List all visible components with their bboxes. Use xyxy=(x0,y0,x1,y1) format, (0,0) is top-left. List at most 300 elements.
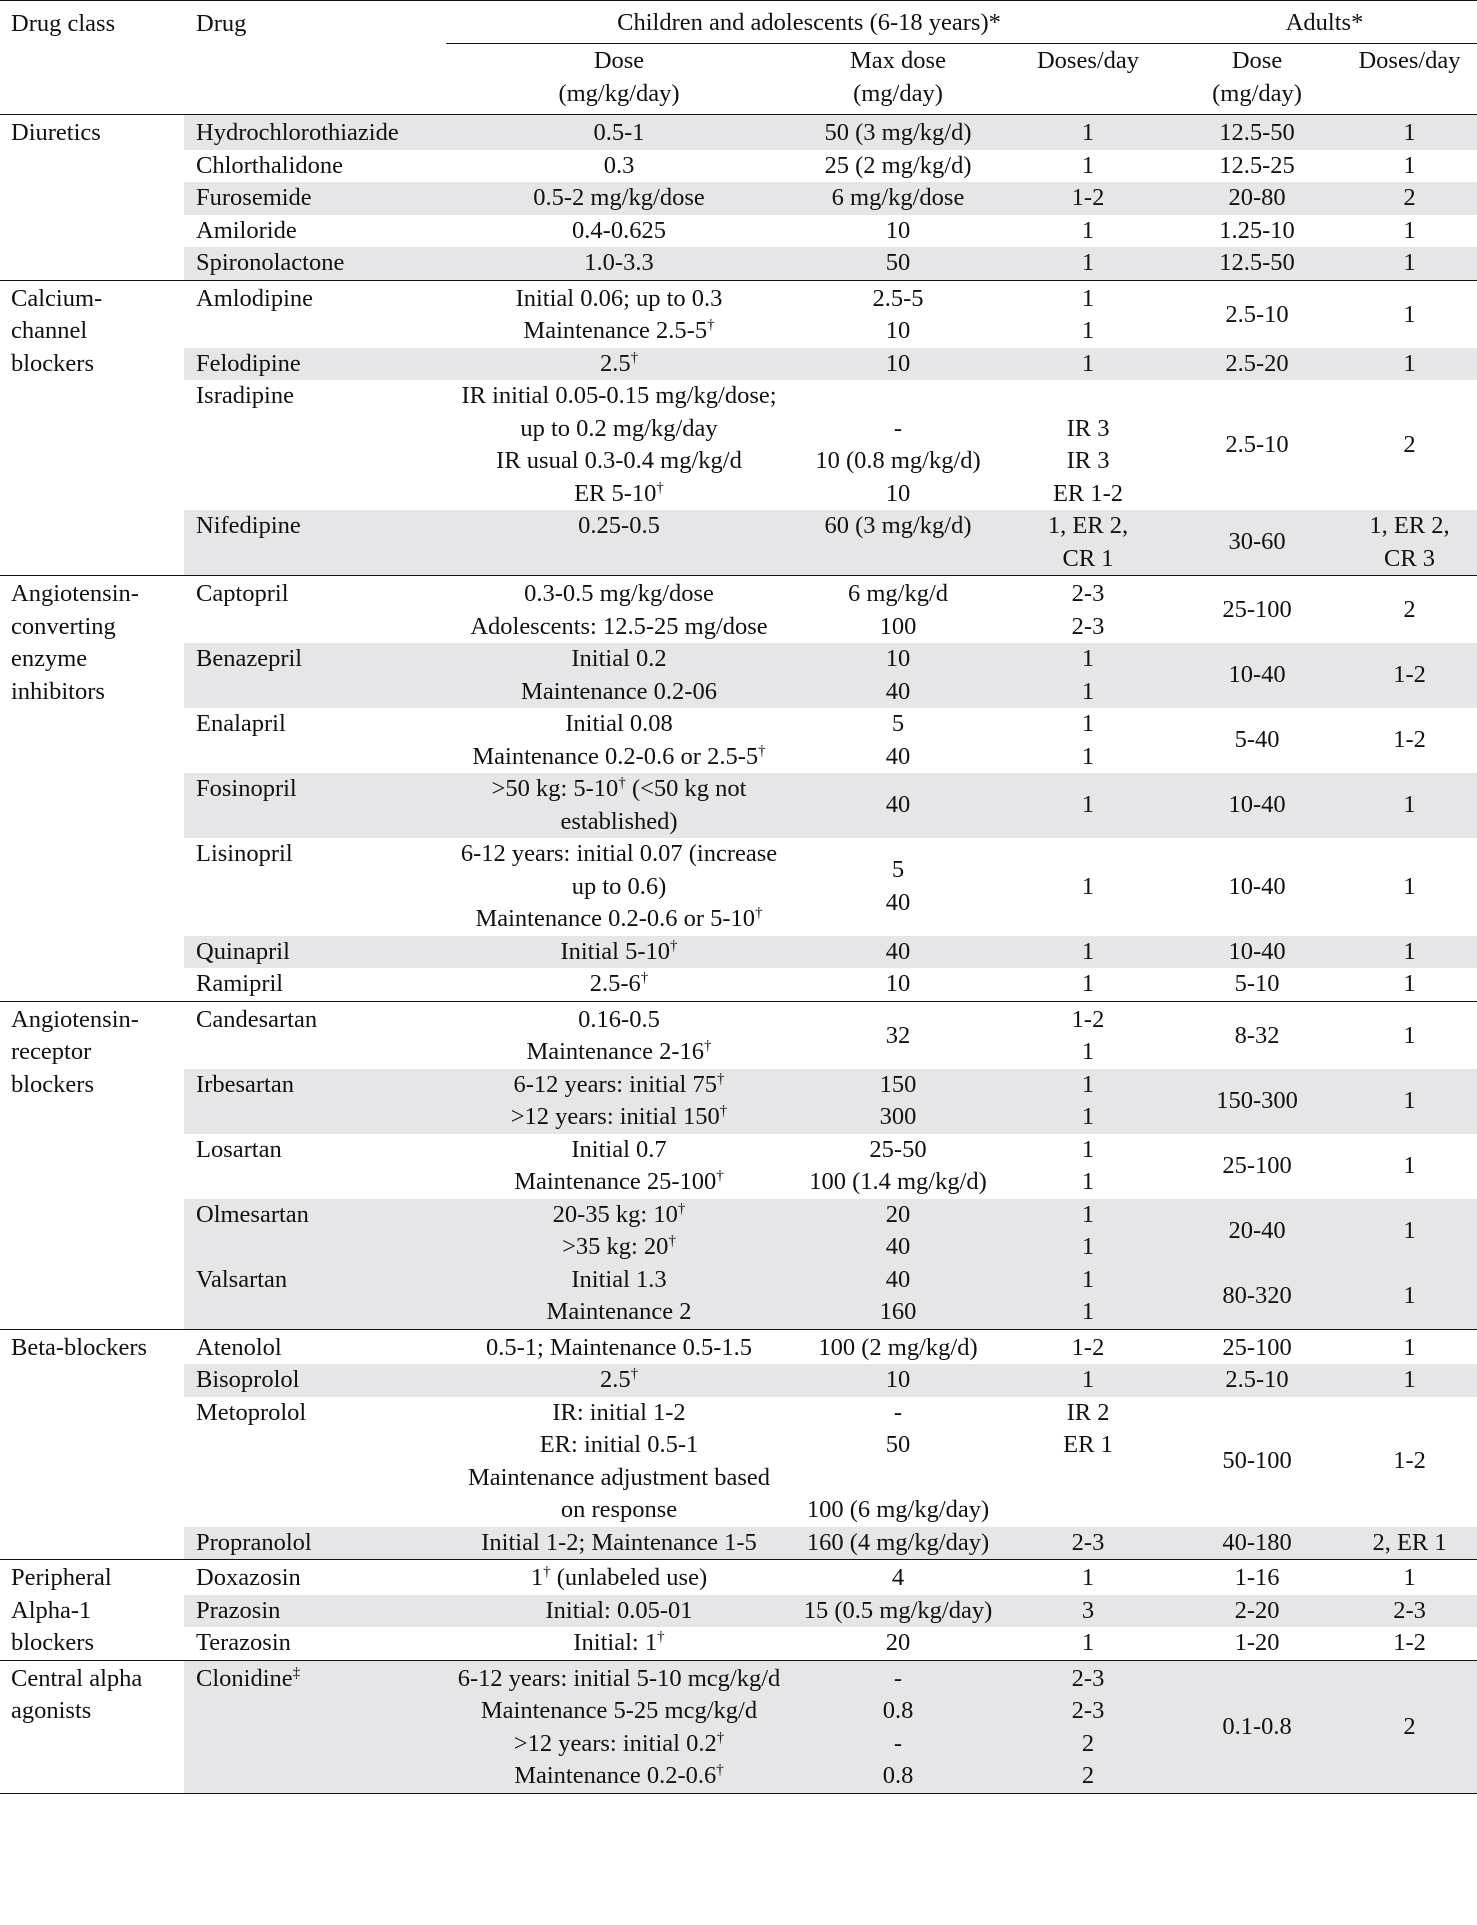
adult-doses-per-day-cell xyxy=(1342,380,1477,510)
drug-class-line: inhibitors xyxy=(11,677,105,705)
table-row xyxy=(0,115,1477,150)
max-dose-cell xyxy=(792,280,1004,348)
max-dose-cell xyxy=(792,1264,1004,1330)
drug-class-line: Central alpha xyxy=(11,1664,143,1692)
child-doses-per-day-cell xyxy=(1004,968,1172,1001)
drug-name-cell: Prazosin xyxy=(184,1595,446,1628)
child-dose-line: IR initial 0.05-0.15 mg/kg/dose; xyxy=(461,382,777,409)
max-dose-line: 10 xyxy=(885,216,911,244)
adult-dose-cell: 8-32 xyxy=(1172,1001,1342,1069)
child-dose-line: up to 0.2 mg/kg/day xyxy=(520,414,718,442)
drug-class-group xyxy=(0,115,1477,281)
child-doses-per-day-cell xyxy=(1004,773,1172,838)
child-dose-line: Initial 0.06; up to 0.3 xyxy=(515,284,723,312)
adult-doses-per-day-cell xyxy=(1342,936,1477,969)
drug-name-cell: Nifedipine xyxy=(184,510,446,576)
header-drug-class: Drug class xyxy=(0,1,184,44)
adult-doses-per-day-line: 1-2 xyxy=(1393,1447,1426,1475)
adult-dose-cell: 1.25-10 xyxy=(1219,216,1295,244)
child-doses-per-day-line: 1 xyxy=(1081,710,1095,737)
max-dose-line: 10 xyxy=(885,317,911,344)
child-dose-cell xyxy=(446,1069,792,1134)
child-dose-line: Initial 1.3 xyxy=(571,1265,667,1293)
max-dose-line xyxy=(796,543,1000,576)
adult-dose-cell: 50-100 xyxy=(1222,1447,1292,1475)
adult-dose-cell: 2.5-10 xyxy=(1225,430,1289,458)
adult-doses-per-day-cell xyxy=(1342,1069,1477,1134)
child-dose-line: Maintenance 0.2-0.6 or 2.5-5† xyxy=(472,742,766,770)
max-dose-cell xyxy=(792,510,1004,576)
max-dose-cell xyxy=(792,247,1004,280)
drug-name-cell: Felodipine xyxy=(184,348,446,381)
child-doses-per-day-cell xyxy=(1004,1199,1172,1264)
max-dose-line: 100 xyxy=(879,612,917,640)
child-doses-per-day-line: 1 xyxy=(1081,742,1095,770)
child-dose-line: Initial: 0.05-01 xyxy=(545,1596,693,1624)
table-header xyxy=(0,1,1477,115)
adult-doses-per-day-line: 1-2 xyxy=(1393,1629,1426,1656)
child-dose-cell xyxy=(446,510,792,576)
adult-doses-per-day-cell xyxy=(1342,1397,1477,1527)
drug-name-cell: Propranolol xyxy=(184,1527,446,1560)
adult-doses-per-day-line: 2 xyxy=(1403,184,1416,211)
drug-class-line: Beta-blockers xyxy=(11,1333,148,1361)
max-dose-line: - xyxy=(893,1729,903,1757)
child-dose-line: 0.5-2 mg/kg/dose xyxy=(533,184,705,211)
adult-doses-per-day-cell xyxy=(1342,1199,1477,1264)
adult-dose-cell: 1-20 xyxy=(1234,1629,1280,1656)
max-dose-cell xyxy=(792,1329,1004,1364)
child-dose-line: ER: initial 0.5-1 xyxy=(539,1431,699,1458)
adult-doses-per-day-cell xyxy=(1342,150,1477,183)
max-dose-line: 40 xyxy=(885,1233,911,1260)
table-row xyxy=(0,576,1477,644)
child-doses-per-day-line: 1 xyxy=(1081,1629,1095,1656)
child-dose-line xyxy=(450,543,788,576)
child-dose-cell xyxy=(446,773,792,838)
child-doses-per-day-line: CR 1 xyxy=(1062,544,1114,572)
max-dose-line: 40 xyxy=(885,1265,911,1293)
child-dose-line: Maintenance 25-100† xyxy=(514,1167,724,1195)
child-dose-cell xyxy=(446,1527,792,1560)
child-doses-per-day-cell xyxy=(1004,510,1172,576)
child-doses-per-day-line: 1 xyxy=(1081,1366,1095,1393)
adult-dose-cell: 40-180 xyxy=(1172,1527,1342,1560)
adult-dose-cell: 25-100 xyxy=(1222,1151,1292,1179)
max-dose-line: - xyxy=(893,1398,903,1426)
child-doses-per-day-line: 1 xyxy=(1081,1298,1095,1325)
header-adult-doses-per-day: Doses/day xyxy=(1342,44,1477,78)
header-children-group: Children and adolescents (6-18 years)* xyxy=(446,1,1172,44)
child-doses-per-day-line: 1 xyxy=(1081,119,1095,146)
adult-doses-per-day-line: 1-2 xyxy=(1393,726,1426,754)
adult-doses-per-day-cell xyxy=(1342,247,1477,280)
adult-doses-per-day-line: 2 xyxy=(1403,430,1416,458)
child-doses-per-day-line: 2 xyxy=(1081,1762,1095,1789)
table-row xyxy=(0,150,1477,183)
max-dose-cell xyxy=(792,838,1004,936)
child-doses-per-day-line: 1 xyxy=(1081,872,1095,900)
max-dose-cell xyxy=(792,1134,1004,1199)
child-doses-per-day-line: 1 xyxy=(1081,1038,1095,1065)
child-doses-per-day-cell xyxy=(1004,380,1172,510)
child-doses-per-day-line: 1 xyxy=(1081,1200,1095,1228)
table-row xyxy=(0,773,1477,838)
child-dose-cell xyxy=(446,215,792,248)
drug-class-line: Diuretics xyxy=(11,119,101,146)
max-dose-line: 160 (4 mg/kg/day) xyxy=(806,1528,990,1556)
child-doses-per-day-cell xyxy=(1004,247,1172,280)
max-dose-line: 150 xyxy=(879,1070,917,1098)
max-dose-cell xyxy=(792,1595,1004,1628)
adult-doses-per-day-line: 1-2 xyxy=(1393,661,1426,689)
child-dose-line: >12 years: initial 0.2† xyxy=(513,1729,725,1757)
child-dose-cell xyxy=(446,1397,792,1527)
max-dose-cell xyxy=(792,380,1004,510)
adult-doses-per-day-line: 2 xyxy=(1403,596,1416,624)
adult-doses-per-day-cell xyxy=(1342,643,1477,708)
child-dose-cell xyxy=(446,1627,792,1660)
table-row xyxy=(0,1397,1477,1527)
child-dose-line: 0.16-0.5 xyxy=(578,1005,660,1033)
max-dose-line: 40 xyxy=(885,937,911,965)
adult-doses-per-day-line: 1 xyxy=(1403,970,1416,997)
child-dose-cell xyxy=(446,838,792,936)
child-doses-per-day-cell xyxy=(1004,182,1172,215)
child-dose-line: ER 5-10† xyxy=(574,479,664,507)
table-row xyxy=(0,280,1477,348)
child-doses-per-day-line: 1 xyxy=(1081,645,1095,672)
drug-name-cell: Candesartan xyxy=(184,1001,446,1069)
max-dose-line: 40 xyxy=(885,677,911,705)
adult-dose-cell: 0.1-0.8 xyxy=(1172,1660,1342,1793)
table-row xyxy=(0,936,1477,969)
child-doses-per-day-line: 1, ER 2, xyxy=(1047,512,1129,539)
max-dose-line: 2.5-5 xyxy=(872,284,924,312)
drug-class-group xyxy=(0,1329,1477,1560)
child-doses-per-day-line: 2-3 xyxy=(1071,1528,1105,1556)
child-doses-per-day-line: 1-2 xyxy=(1071,1005,1105,1033)
drug-class-cell xyxy=(0,115,184,281)
drug-name-cell: Doxazosin xyxy=(184,1560,446,1595)
drug-name-cell: Quinapril xyxy=(184,936,446,969)
drug-class-cell xyxy=(0,280,184,576)
drug-class-line: blockers xyxy=(11,1070,94,1098)
max-dose-line: 4 xyxy=(891,1564,905,1591)
child-doses-per-day-cell xyxy=(1004,1364,1172,1397)
child-doses-per-day-line: 3 xyxy=(1081,1596,1095,1624)
child-dose-line: on response xyxy=(560,1496,678,1523)
adult-dose-cell: 25-100 xyxy=(1172,1329,1342,1364)
adult-doses-per-day-cell xyxy=(1342,708,1477,773)
drug-class-line: blockers xyxy=(11,1629,94,1656)
adult-doses-per-day-line: 1, ER 2, xyxy=(1369,512,1450,539)
header-dose-unit: (mg/kg/day) xyxy=(446,77,792,115)
adult-doses-per-day-cell xyxy=(1342,1627,1477,1660)
adult-dose-cell: 30-60 xyxy=(1172,510,1342,576)
max-dose-line: - xyxy=(893,1664,903,1692)
adult-doses-per-day-line: 1 xyxy=(1403,791,1416,819)
table-row xyxy=(0,1627,1477,1660)
child-doses-per-day-line: ER 1 xyxy=(1063,1431,1113,1458)
adult-doses-per-day-cell xyxy=(1342,115,1477,150)
adult-doses-per-day-cell xyxy=(1342,576,1477,644)
child-doses-per-day-line: 1 xyxy=(1081,216,1095,244)
child-doses-per-day-line: 2 xyxy=(1081,1729,1095,1757)
max-dose-line: 40 xyxy=(885,742,911,770)
child-dose-cell xyxy=(446,1560,792,1595)
child-dose-line: 2.5† xyxy=(599,349,639,377)
max-dose-line xyxy=(796,1462,1000,1495)
table-row xyxy=(0,643,1477,708)
drug-name-cell: Losartan xyxy=(196,1135,282,1163)
adult-doses-per-day-cell xyxy=(1342,215,1477,248)
drug-name-cell: Clonidine‡ xyxy=(184,1660,446,1793)
max-dose-line: 10 xyxy=(885,1366,911,1393)
drug-class-cell xyxy=(0,1001,184,1329)
adult-doses-per-day-cell xyxy=(1342,182,1477,215)
child-doses-per-day-line: 1 xyxy=(1081,970,1095,997)
child-doses-per-day-cell xyxy=(1004,150,1172,183)
child-doses-per-day-line: 1 xyxy=(1081,249,1095,276)
adult-doses-per-day-line: 1 xyxy=(1403,1366,1416,1393)
child-doses-per-day-line: 1 xyxy=(1081,1564,1095,1591)
max-dose-line: 25-50 xyxy=(869,1135,927,1163)
child-dose-line: Maintenance 0.2-06 xyxy=(521,677,717,705)
child-doses-per-day-cell xyxy=(1004,643,1172,708)
drug-class-line: channel xyxy=(11,317,88,344)
adult-doses-per-day-line: 2, ER 1 xyxy=(1372,1528,1447,1556)
adult-doses-per-day-cell xyxy=(1342,1364,1477,1397)
max-dose-line: 50 xyxy=(885,1431,911,1458)
drug-name-cell: Hydrochlorothiazide xyxy=(184,115,446,150)
drug-name-cell: Valsartan xyxy=(184,1264,446,1330)
child-dose-cell xyxy=(446,1329,792,1364)
child-dose-line: 6-12 years: initial 0.07 (increase xyxy=(460,840,778,867)
table-row xyxy=(0,1134,1477,1199)
drug-class-cell xyxy=(0,576,184,1002)
adult-dose-cell: 2-20 xyxy=(1172,1595,1342,1628)
table-row xyxy=(0,380,1477,510)
child-dose-line: Adolescents: 12.5-25 mg/dose xyxy=(470,612,768,640)
max-dose-line: 6 mg/kg/dose xyxy=(831,184,965,211)
max-dose-line: 100 (6 mg/kg/day) xyxy=(806,1496,990,1523)
child-dose-cell xyxy=(446,247,792,280)
table-row xyxy=(0,348,1477,381)
max-dose-line: 100 (2 mg/kg/d) xyxy=(818,1333,978,1361)
max-dose-line: 10 xyxy=(885,349,911,377)
child-dose-cell xyxy=(446,1199,792,1264)
adult-doses-per-day-line: 1 xyxy=(1403,300,1416,328)
child-doses-per-day-cell xyxy=(1004,1069,1172,1134)
child-doses-per-day-line: 2-3 xyxy=(1071,1697,1105,1724)
table-row xyxy=(0,1364,1477,1397)
child-dose-line: Initial 0.08 xyxy=(565,710,673,737)
drug-class-line: converting xyxy=(11,612,116,640)
drug-name-cell: Olmesartan xyxy=(184,1199,446,1264)
drug-name-cell: Furosemide xyxy=(184,182,446,215)
max-dose-line: 40 xyxy=(885,791,911,819)
adult-dose-cell: 25-100 xyxy=(1172,576,1342,644)
max-dose-line: 0.8 xyxy=(882,1697,914,1724)
adult-doses-per-day-line: 1 xyxy=(1403,1021,1416,1049)
adult-dose-cell: 12.5-25 xyxy=(1219,151,1295,179)
child-dose-line: 2.5† xyxy=(599,1365,639,1393)
adult-doses-per-day-line: 1 xyxy=(1403,1151,1416,1179)
adult-doses-per-day-line: 1 xyxy=(1403,937,1416,965)
child-dose-line: Maintenance 0.2-0.6† xyxy=(514,1761,724,1789)
child-doses-per-day-line: 2-3 xyxy=(1071,1664,1105,1692)
child-dose-line: Initial 5-10† xyxy=(560,937,678,965)
max-dose-cell xyxy=(792,1627,1004,1660)
max-dose-line: 100 (1.4 mg/kg/d) xyxy=(809,1168,987,1195)
adult-doses-per-day-line: 1 xyxy=(1403,1281,1416,1309)
max-dose-line xyxy=(796,380,1000,413)
child-doses-per-day-cell xyxy=(1004,1001,1172,1069)
drug-name-cell: Benazepril xyxy=(184,643,446,708)
drug-class-line: enzyme xyxy=(11,645,88,672)
table-row xyxy=(0,968,1477,1001)
max-dose-line: 25 (2 mg/kg/d) xyxy=(824,151,972,179)
child-dose-line: 1.0-3.3 xyxy=(584,249,654,276)
child-dose-cell xyxy=(446,1595,792,1628)
child-doses-per-day-cell xyxy=(1004,1660,1172,1793)
max-dose-cell xyxy=(792,708,1004,773)
adult-dose-cell: 150-300 xyxy=(1172,1069,1342,1134)
adult-dose-cell: 20-40 xyxy=(1172,1199,1342,1264)
adult-doses-per-day-cell xyxy=(1342,773,1477,838)
table-row xyxy=(0,1199,1477,1264)
child-dose-line: Initial 1-2; Maintenance 1-5 xyxy=(481,1528,757,1556)
child-doses-per-day-line xyxy=(1008,380,1168,413)
adult-doses-per-day-cell xyxy=(1342,1560,1477,1595)
table-row xyxy=(0,1264,1477,1330)
max-dose-cell xyxy=(792,1660,1004,1793)
adult-dose-cell: 1-16 xyxy=(1172,1560,1342,1595)
drug-class-group xyxy=(0,1660,1477,1793)
child-dose-line: 0.25-0.5 xyxy=(578,512,660,539)
drug-name-cell: Amlodipine xyxy=(184,280,446,348)
child-doses-per-day-cell xyxy=(1004,1527,1172,1560)
child-dose-cell xyxy=(446,380,792,510)
header-adults-group: Adults* xyxy=(1172,1,1477,44)
child-doses-per-day-cell xyxy=(1004,1134,1172,1199)
drug-class-line: Alpha-1 xyxy=(11,1596,92,1624)
table-row xyxy=(0,1527,1477,1560)
max-dose-line: 20 xyxy=(885,1629,911,1656)
child-doses-per-day-line: 2-3 xyxy=(1071,580,1105,607)
table-row xyxy=(0,510,1477,576)
child-dose-line: 20-35 kg: 10† xyxy=(552,1200,686,1228)
child-doses-per-day-cell xyxy=(1004,1264,1172,1330)
child-dose-line: 0.4-0.625 xyxy=(572,216,666,244)
child-doses-per-day-cell xyxy=(1004,1560,1172,1595)
adult-dose-cell: 10-40 xyxy=(1172,643,1342,708)
child-doses-per-day-line: IR 3 xyxy=(1066,414,1110,442)
max-dose-cell xyxy=(792,1560,1004,1595)
table-row xyxy=(0,1560,1477,1595)
adult-dose-cell: 2.5-20 xyxy=(1172,348,1342,381)
child-dose-cell xyxy=(446,643,792,708)
max-dose-line: 160 xyxy=(879,1298,917,1325)
child-dose-cell xyxy=(446,348,792,381)
adult-dose-cell: 10-40 xyxy=(1172,936,1342,969)
max-dose-line: 50 xyxy=(885,249,911,276)
drug-class-line: agonists xyxy=(11,1697,92,1724)
child-dose-line: Maintenance 0.2-0.6 or 5-10† xyxy=(475,904,763,932)
adult-doses-per-day-line: 1 xyxy=(1403,349,1416,377)
child-dose-cell xyxy=(446,280,792,348)
child-dose-cell xyxy=(446,1001,792,1069)
child-dose-line: >12 years: initial 150† xyxy=(510,1102,728,1130)
drug-class-cell xyxy=(0,1329,184,1560)
adult-doses-per-day-cell xyxy=(1342,280,1477,348)
adult-doses-per-day-cell xyxy=(1342,1527,1477,1560)
max-dose-cell xyxy=(792,1364,1004,1397)
adult-doses-per-day-line: 1 xyxy=(1403,872,1416,900)
adult-doses-per-day-line: 1 xyxy=(1403,1564,1416,1591)
child-dose-line: Initial: 1† xyxy=(573,1628,665,1656)
child-doses-per-day-line xyxy=(1008,1462,1168,1495)
child-dose-line: established) xyxy=(560,807,678,835)
child-doses-per-day-cell xyxy=(1004,115,1172,150)
drug-name-cell: Bisoprolol xyxy=(184,1364,446,1397)
adult-doses-per-day-cell xyxy=(1342,968,1477,1001)
drug-class-line: Peripheral xyxy=(11,1564,112,1591)
drug-name-cell: Atenolol xyxy=(184,1329,446,1364)
adult-doses-per-day-cell xyxy=(1342,1134,1477,1199)
child-dose-line: 0.5-1 xyxy=(593,119,645,146)
table-row xyxy=(0,215,1477,248)
max-dose-cell xyxy=(792,182,1004,215)
drug-class-line: blockers xyxy=(11,349,94,377)
max-dose-cell xyxy=(792,1001,1004,1069)
drug-name-cell: Metoprolol xyxy=(196,1398,307,1426)
header-adult-dose-unit: (mg/day) xyxy=(1172,77,1342,115)
max-dose-cell xyxy=(792,968,1004,1001)
child-dose-line: 0.3-0.5 mg/kg/dose xyxy=(524,580,714,607)
adult-dose-cell: 10-40 xyxy=(1172,773,1342,838)
child-dose-cell xyxy=(446,1264,792,1330)
adult-doses-per-day-line: 1 xyxy=(1403,1216,1416,1244)
drug-class-group xyxy=(0,1001,1477,1329)
child-dose-cell xyxy=(446,968,792,1001)
child-dose-cell xyxy=(446,936,792,969)
table-row xyxy=(0,1069,1477,1134)
child-dose-line: 0.3 xyxy=(603,151,635,179)
child-dose-line: Maintenance 5-25 mcg/kg/d xyxy=(480,1697,758,1724)
adult-doses-per-day-line: CR 3 xyxy=(1384,544,1436,572)
max-dose-cell xyxy=(792,1199,1004,1264)
drug-name-cell: Captopril xyxy=(184,576,446,644)
child-doses-per-day-line: 1 xyxy=(1081,284,1095,312)
table-row xyxy=(0,708,1477,773)
child-dose-cell xyxy=(446,182,792,215)
drug-name-cell: Lisinopril xyxy=(196,840,293,867)
child-dose-line: Maintenance 2-16† xyxy=(526,1037,712,1065)
child-doses-per-day-line: 1-2 xyxy=(1071,1333,1105,1361)
max-dose-line: 10 xyxy=(885,970,911,997)
drug-class-line: receptor xyxy=(11,1038,92,1065)
child-doses-per-day-line: 1 xyxy=(1081,791,1095,819)
drug-class-group xyxy=(0,576,1477,1002)
drug-name-cell: Chlorthalidone xyxy=(196,151,343,179)
max-dose-line: 10 xyxy=(885,479,911,507)
max-dose-cell xyxy=(792,215,1004,248)
child-doses-per-day-line: 1 xyxy=(1081,1168,1095,1195)
child-dose-line: 6-12 years: initial 5-10 mcg/kg/d xyxy=(457,1664,781,1692)
child-dose-cell xyxy=(446,1660,792,1793)
